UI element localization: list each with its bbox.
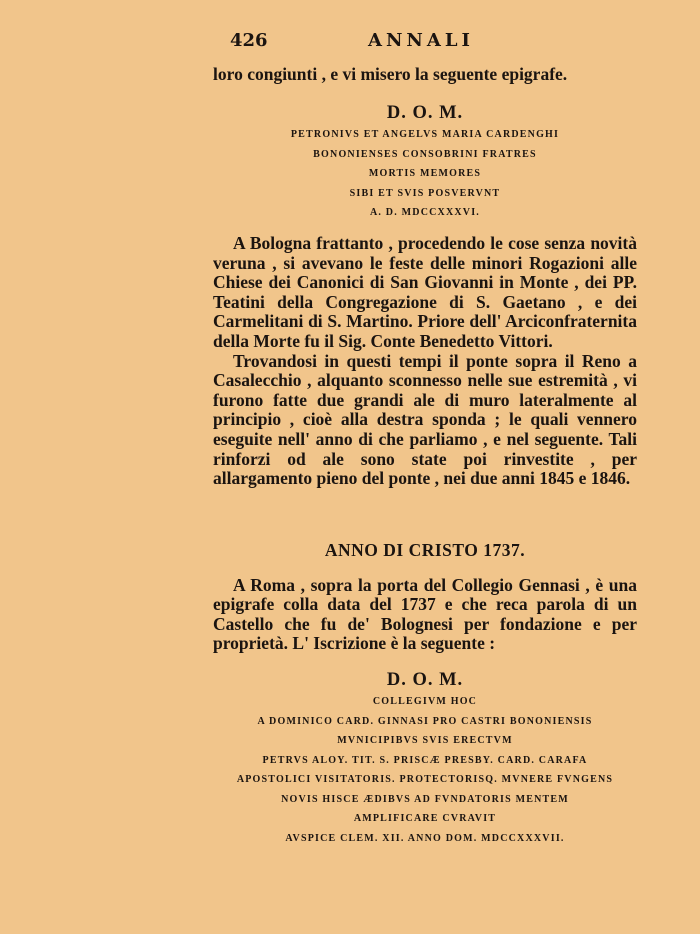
epigraph-2-line: A DOMINICO CARD. GINNASI PRO CASTRI BONONIENSIS <box>257 715 593 727</box>
epigraph-2 <box>213 668 637 848</box>
epigraph-1-line: PETRONIVS ET ANGELVS MARIA CARDENGHI <box>290 129 560 140</box>
epigraph-2-line: COLLEGIVM HOC <box>372 696 478 707</box>
epigraph-1-line: MORTIS MEMORES <box>368 168 482 179</box>
epigraph-2-dom: D. O. M. <box>386 670 464 690</box>
epigraph-1-line: BONONIENSES CONSOBRINI FRATRES <box>313 148 537 160</box>
section-1737 <box>213 541 637 654</box>
epigraph-2-line: AVSPICE CLEM. XII. ANNO DOM. MDCCXXXVII. <box>285 832 565 844</box>
epigraph-1 <box>213 101 637 223</box>
epigraph-1-line: A. D. MDCCXXXVI. <box>369 207 481 218</box>
epigraph-2-line: NOVIS HISCE ÆDIBVS AD FVNDATORIS MENTEM <box>281 793 569 805</box>
section-paragraph: A Roma , sopra la porta del Collegio Gennasi , è una epigrafe colla data del 1737 e che reca parola di un Castello che fu de' Bolognesi per fondazione e per proprietà. L' Iscrizione è la seguente : <box>213 574 637 654</box>
section-heading: ANNO DI CRISTO 1737. <box>324 540 526 560</box>
epigraph-2-line: AMPLIFICARE CVRAVIT <box>353 813 497 824</box>
page-header <box>0 30 700 58</box>
epigraph-1-line: SIBI ET SVIS POSVERVNT <box>349 187 501 199</box>
epigraph-2-line: PETRVS ALOY. TIT. S. PRISCÆ PRESBY. CARD. CARAFA <box>262 754 588 766</box>
paragraph: A Bologna frattanto , procedendo le cose senza novità veruna , si avevano le feste delle minori Rogazioni alle Chiese dei Canonici di San Giovanni in Monte , dei PP. Teatini della Congregazione di S. Gaetano , e dei Carmelitani di S. Martino. Priore dell' Arciconfraternita della Morte fu il Sig. Conte Benedetto Vittori. <box>213 233 637 351</box>
running-head: ANNALI <box>368 30 474 51</box>
intro-text: loro congiunti , e vi misero la seguente epigrafe. <box>213 64 568 84</box>
epigraph-2-line: APOSTOLICI VISITATORIS. PROTECTORISQ. MVNERE FVNGENS <box>236 774 614 785</box>
epigraph-2-line: MVNICIPIBVS SVIS ERECTVM <box>337 735 513 746</box>
page-number: 426 <box>230 30 268 51</box>
paragraph: Trovandosi in questi tempi il ponte sopra il Reno a Casalecchio , alquanto sconnesso nelle sue estremità , vi furono fatte due grandi ale di muro lateralmente al principio , cioè alla destra sponda ; le quali vennero eseguite nell' anno di che parliamo , e nel seguente. Tali rinforzi od ale sono state poi rinvestite , per allargamento pieno del ponte , nei due anni 1845 e 1846. <box>213 350 637 489</box>
epigraph-1-dom: D. O. M. <box>386 103 464 123</box>
main-text <box>213 234 637 489</box>
intro-block <box>213 65 637 85</box>
